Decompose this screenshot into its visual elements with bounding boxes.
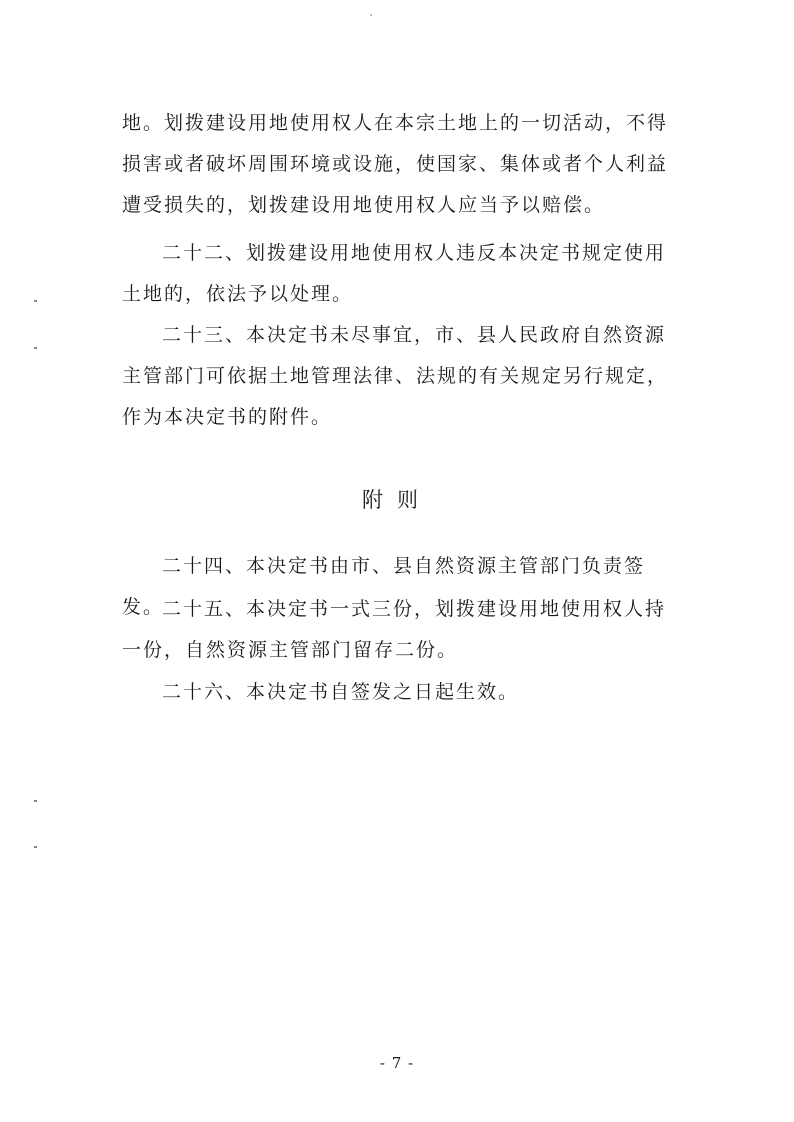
article-24: 二十四、本决定书由市、县自然资源主管部门负责签发。: [122, 555, 646, 618]
scan-artifact: [34, 800, 37, 802]
article-25: 二十五、本决定书一式三份，划拨建设用地使用权人持一份，自然资源主管部门留存二份。: [122, 598, 667, 661]
section-heading: 附则: [362, 488, 432, 512]
scan-artifact: [34, 300, 37, 302]
paragraph-continuation: 地。划拨建设用地使用权人在本宗土地上的一切活动，不得损害或者破坏周围环境或设施，使国家、集体或者个人利益遭受损失的，划拨建设用地使用权人应当予以赔偿。: [122, 112, 669, 216]
article-23: 二十三、本决定书未尽事宜，市、县人民政府自然资源主管部门可依据土地管理法律、法规的有关规定另行规定，作为本决定书的附件。: [122, 324, 669, 428]
scan-artifact: [370, 14, 372, 16]
page-number: - 7 -: [379, 1054, 415, 1072]
article-22: 二十二、划拨建设用地使用权人违反本决定书规定使用土地的，依法予以处理。: [122, 242, 667, 305]
scan-artifact: [34, 347, 37, 349]
article-26: 二十六、本决定书自签发之日起生效。: [162, 681, 520, 703]
scan-artifact: [34, 846, 37, 848]
